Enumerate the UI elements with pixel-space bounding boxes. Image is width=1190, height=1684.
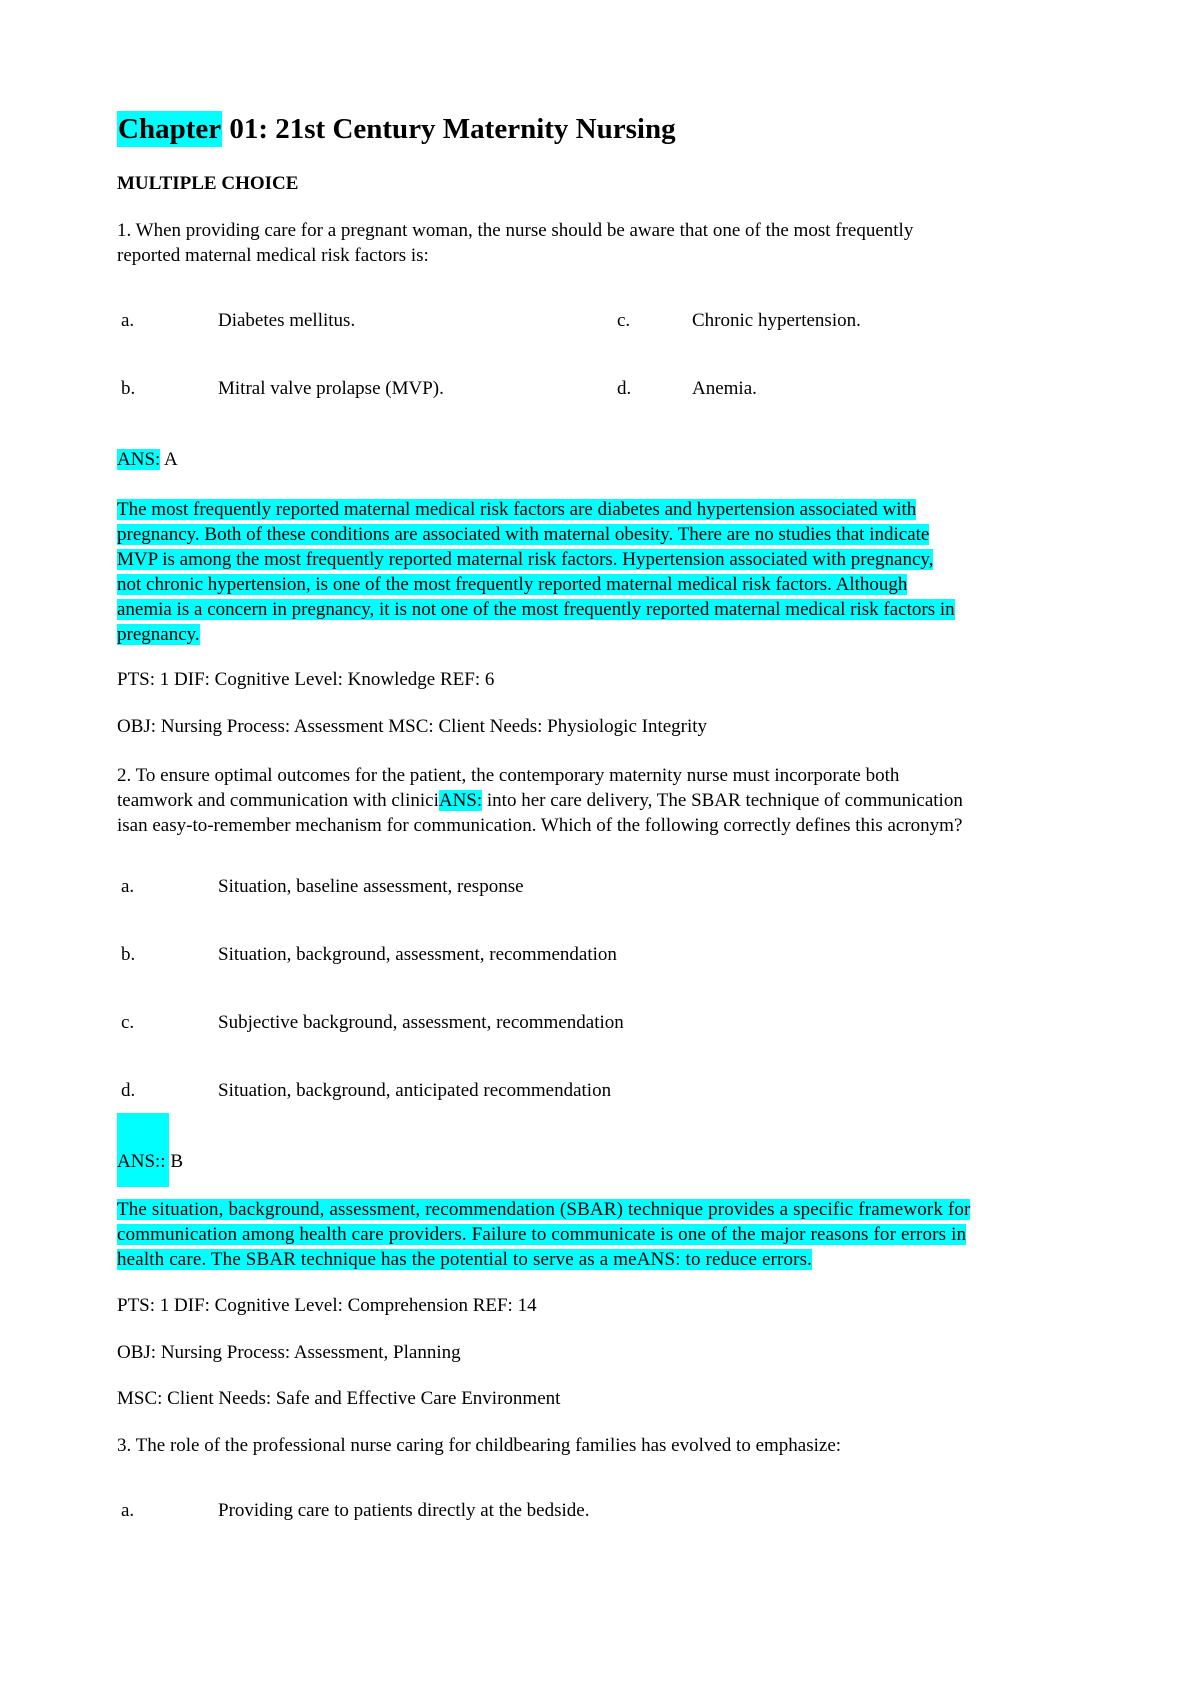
q1-stem-line2: reported maternal medical risk factors is: (117, 245, 429, 266)
title-highlight: Chapter (118, 113, 222, 145)
q2-answer-label: ANS: (117, 1151, 161, 1172)
q1-pts: PTS: 1 DIF: Cognitive Level: Knowledge REF: 6 (117, 669, 495, 690)
q2-pts: PTS: 1 DIF: Cognitive Level: Comprehension REF: 14 (117, 1295, 537, 1316)
q1-rationale-line: The most frequently reported maternal medical risk factors are diabetes and hypertension associated with (117, 499, 917, 520)
q1-rationale-line: pregnancy. (117, 624, 200, 645)
q2-option-b-text: Situation, background, assessment, recommendation (218, 944, 617, 965)
q1-option-a-letter: a. (121, 310, 135, 331)
q2-option-d-text: Situation, background, anticipated recommendation (218, 1080, 612, 1101)
q1-option-b-text: Mitral valve prolapse (MVP). (218, 378, 444, 399)
q1-answer-label: ANS: (117, 449, 161, 470)
q2-answer-value: : B (160, 1151, 183, 1172)
q1-rationale-line: MVP is among the most frequently reported maternal risk factors. Hypertension associated with pregnancy, (117, 549, 934, 570)
chapter-title (117, 113, 676, 146)
q2-stem-line2 (117, 788, 1077, 813)
q2-stem-line2-b: into her care delivery, The SBAR technique of communication (482, 790, 963, 811)
q2-option-a-letter: a. (121, 876, 135, 897)
section-heading: MULTIPLE CHOICE (117, 173, 299, 194)
q2-stem-line3: isan easy-to-remember mechanism for communication. Which of the following correctly defines this acronym? (117, 815, 963, 836)
q2-rationale-line: communication among health care providers. Failure to communicate is one of the major reasons for errors in (117, 1224, 967, 1245)
q2-msc: MSC: Client Needs: Safe and Effective Care Environment (117, 1388, 561, 1409)
q2-answer (117, 1151, 183, 1173)
q2-option-c-letter: c. (121, 1012, 135, 1033)
q2-obj: OBJ: Nursing Process: Assessment, Planning (117, 1342, 461, 1363)
q2-rationale (117, 1197, 1077, 1272)
q1-answer (117, 449, 178, 471)
q2-rationale-line: health care. The SBAR technique has the potential to serve as a meANS: to reduce errors. (117, 1249, 813, 1270)
q2-stem-line1: 2. To ensure optimal outcomes for the patient, the contemporary maternity nurse must incorporate both (117, 765, 900, 786)
q1-option-a-text: Diabetes mellitus. (218, 310, 356, 331)
q2-option-b-letter: b. (121, 944, 136, 965)
q1-obj: OBJ: Nursing Process: Assessment MSC: Client Needs: Physiologic Integrity (117, 716, 708, 737)
q2-stem (117, 763, 1077, 838)
q1-option-c-text: Chronic hypertension. (692, 310, 861, 331)
title-rest: 01: 21st Century Maternity Nursing (222, 113, 676, 145)
q1-rationale-line: anemia is a concern in pregnancy, it is not one of the most frequently reported maternal medical risk factors in (117, 599, 955, 620)
q2-option-d-letter: d. (121, 1080, 136, 1101)
q1-option-b-letter: b. (121, 378, 136, 399)
q2-option-c-text: Subjective background, assessment, recommendation (218, 1012, 624, 1033)
q1-option-d-letter: d. (617, 378, 632, 399)
q2-answer-highlight-box (117, 1113, 169, 1187)
q1-option-d-text: Anemia. (692, 378, 757, 399)
q1-option-c-letter: c. (617, 310, 631, 331)
q3-option-a-text: Providing care to patients directly at the bedside. (218, 1500, 590, 1521)
q1-rationale-line: not chronic hypertension, is one of the most frequently reported maternal medical risk factors. Although (117, 574, 908, 595)
q2-stem-line2-a: teamwork and communication with clinici (117, 790, 439, 811)
q2-rationale-line: The situation, background, assessment, recommendation (SBAR) technique provides a specific framework for (117, 1199, 971, 1220)
q1-rationale (117, 497, 1077, 647)
q3-stem: 3. The role of the professional nurse caring for childbearing families has evolved to emphasize: (117, 1435, 842, 1456)
q2-option-a-text: Situation, baseline assessment, response (218, 876, 524, 897)
q1-rationale-line: pregnancy. Both of these conditions are associated with maternal obesity. There are no studies that indicate (117, 524, 930, 545)
q3-option-a-letter: a. (121, 1500, 135, 1521)
q1-answer-value: A (160, 449, 178, 470)
q1-stem-line1: 1. When providing care for a pregnant woman, the nurse should be aware that one of the most frequently (117, 220, 914, 241)
q1-stem (117, 218, 1077, 268)
q2-stem-highlight: ANS: (438, 790, 483, 811)
